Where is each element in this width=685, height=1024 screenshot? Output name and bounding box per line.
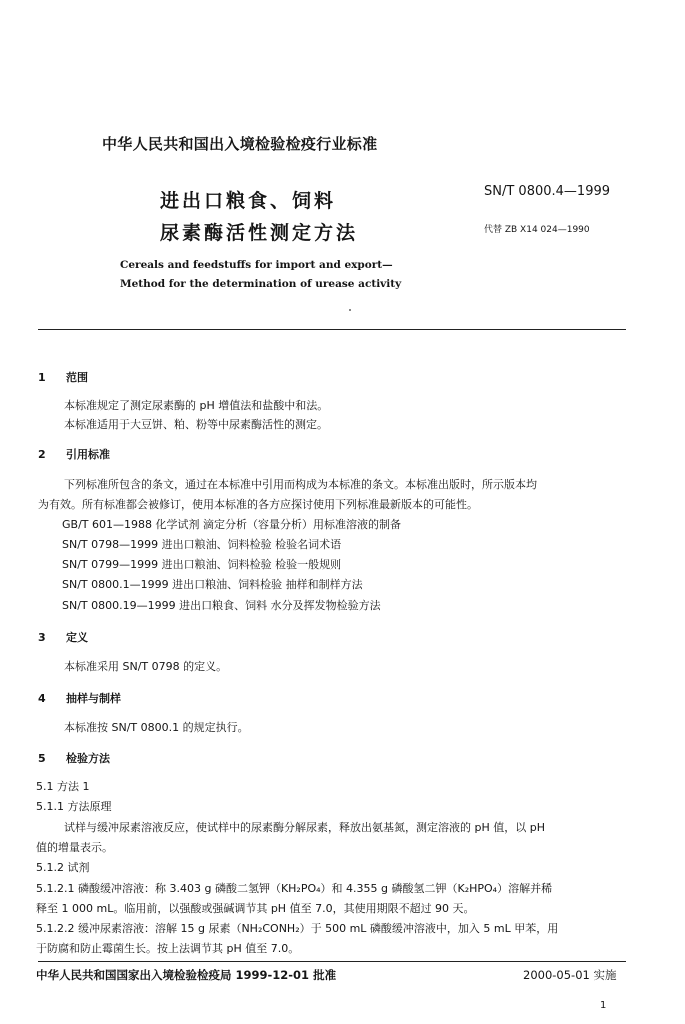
paragraph: 下列标准所包含的条文，通过在本标准中引用而构成为本标准的条文。本标准出版时，所示版本均 — [64, 478, 537, 491]
paragraph: 本标准适用于大豆饼、粕、粉等中尿素酶活性的测定。 — [64, 418, 328, 431]
paragraph: 5.1.2.2 缓冲尿素溶液：溶解 15 g 尿素（NH₂CONH₂）于 500 mL 磷酸缓冲溶液中，加入 5 mL 甲苯，用 — [36, 922, 559, 935]
paragraph: 试样与缓冲尿素溶液反应，使试样中的尿素酶分解尿素，释放出氨基氮，测定溶液的 pH 值，以 pH — [64, 821, 545, 834]
paragraph: 于防腐和防止霉菌生长。按上法调节其 pH 值至 7.0。 — [36, 942, 300, 955]
header-divider — [38, 329, 626, 330]
implementation-date: 2000-05-01 实施 — [523, 968, 617, 982]
section-heading-3: 3 定义 — [38, 631, 88, 644]
issuing-organization: 中华人民共和国出入境检验检疫行业标准 — [102, 135, 378, 153]
replaces-standard: 代替 ZB X14 024—1990 — [484, 225, 590, 235]
subsection-heading: 5.1.2 试剂 — [36, 861, 90, 874]
reference-item: SN/T 0798—1999 进出口粮油、饲料检验 检验名词术语 — [62, 538, 342, 551]
english-title-line1: Cereals and feedstuffs for import and export— — [120, 259, 393, 271]
approval-line: 中华人民共和国国家出入境检验检疫局 1999-12-01 批准 — [36, 968, 337, 982]
paragraph: 本标准采用 SN/T 0798 的定义。 — [64, 660, 228, 673]
reference-item: SN/T 0799—1999 进出口粮油、饲料检验 检验一般规则 — [62, 558, 342, 571]
paragraph: 本标准按 SN/T 0800.1 的规定执行。 — [64, 721, 249, 734]
paragraph: 5.1.2.1 磷酸缓冲溶液：称 3.403 g 磷酸二氢钾（KH₂PO₄）和 4.355 g 磷酸氢二钾（K₂HPO₄）溶解并稀 — [36, 882, 553, 895]
section-heading-5: 5 检验方法 — [38, 752, 110, 765]
paragraph: 值的增量表示。 — [36, 841, 113, 854]
document-title-line1: 进出口粮食、饲料 — [160, 190, 337, 212]
reference-item: SN/T 0800.19—1999 进出口粮食、饲料 水分及挥发物检验方法 — [62, 599, 381, 612]
section-heading-2: 2 引用标准 — [38, 448, 110, 461]
subsection-heading: 5.1.1 方法原理 — [36, 800, 112, 813]
standard-number: SN/T 0800.4—1999 — [484, 184, 611, 199]
paragraph: 本标准规定了测定尿素酶的 pH 增值法和盐酸中和法。 — [64, 399, 329, 412]
section-heading-4: 4 抽样与制样 — [38, 692, 121, 705]
reference-item: GB/T 601—1988 化学试剂 滴定分析（容量分析）用标准溶液的制备 — [62, 518, 401, 531]
paragraph: 为有效。所有标准都会被修订，使用本标准的各方应探讨使用下列标准最新版本的可能性。 — [38, 498, 478, 511]
english-title-line2: Method for the determination of urease activity — [120, 278, 402, 290]
document-title-line2: 尿素酶活性测定方法 — [160, 222, 359, 244]
paragraph: 释至 1 000 mL。临用前，以强酸或强碱调节其 pH 值至 7.0，其使用期限不超过 90 天。 — [36, 902, 475, 915]
page-number: 1 — [600, 1000, 607, 1011]
scan-speck — [349, 309, 351, 311]
reference-item: SN/T 0800.1—1999 进出口粮油、饲料检验 抽样和制样方法 — [62, 578, 363, 591]
footer-divider — [38, 961, 626, 962]
subsection-heading: 5.1 方法 1 — [36, 780, 90, 793]
section-heading-1: 1 范围 — [38, 371, 88, 384]
